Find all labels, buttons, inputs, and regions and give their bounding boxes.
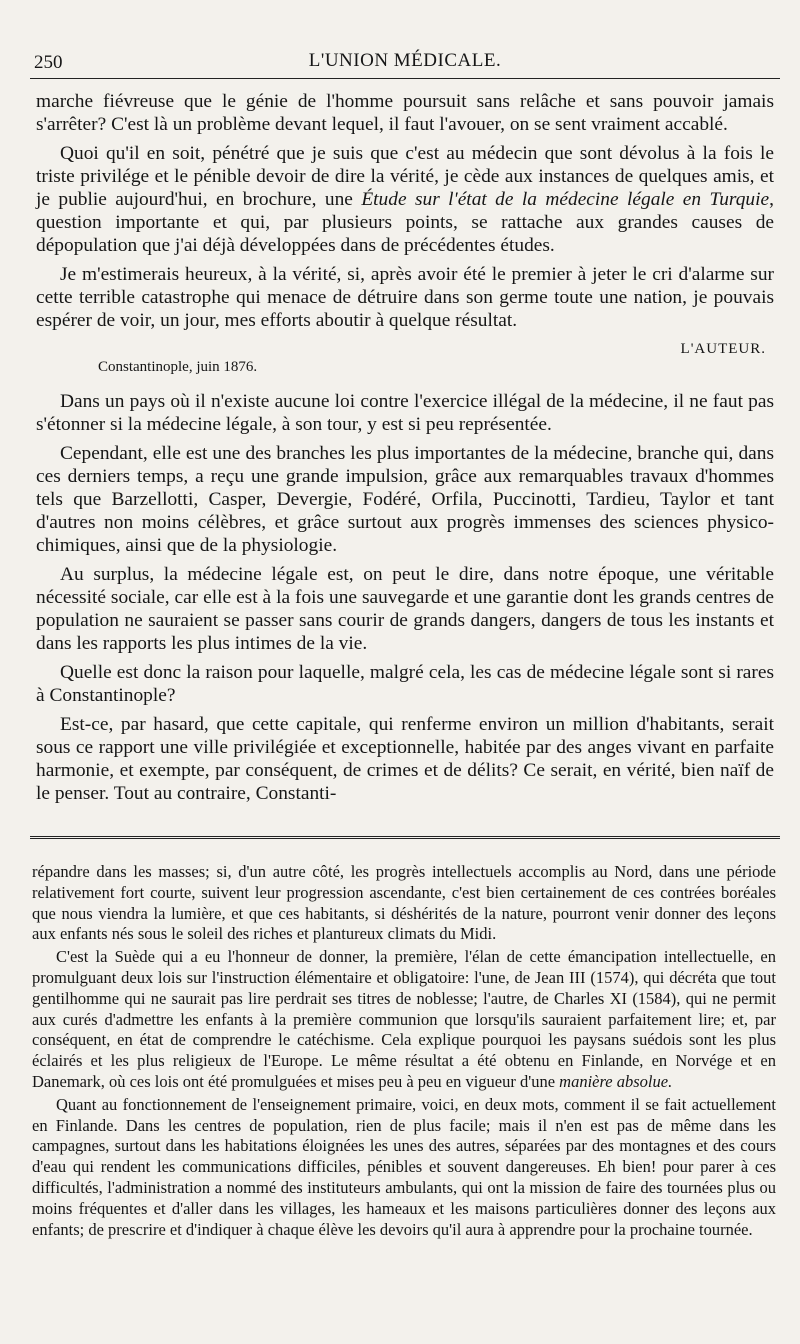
- body-paragraph-1: Dans un pays où il n'existe aucune loi contre l'exercice illégal de la médecine, il ne faut pas s'étonner si la médecine légale, à son tour, y est si peu représentée.: [36, 391, 774, 435]
- signature-block: [36, 338, 774, 378]
- section-gap: [36, 378, 774, 390]
- footnote-emphasis: manière absolue.: [559, 1071, 673, 1091]
- intro-paragraph-2-start: Quoi qu'il en soit, pénétré que je suis que c'est au médecin que sont dévolus à la fois le triste privilége et le pénible devoir de dire la vérité, je cède aux instances de quelques amis, et je publie aujourd'hui, en brochure, une: [36, 143, 774, 210]
- intro-paragraph-1: marche fiévreuse que le génie de l'homme poursuit sans relâche et sans pouvoir jamais s'arrêter? C'est là un problème devant lequel, il faut l'avouer, on se sent vraiment accablé.: [36, 91, 774, 135]
- footnote-rule: [30, 836, 780, 842]
- footnote-text: [32, 862, 776, 1242]
- running-header: [30, 48, 780, 76]
- signature-place-date: Constantinople, juin 1876.: [98, 359, 258, 375]
- study-title: Étude sur l'état de la médecine légale en Turquie: [361, 189, 770, 210]
- intro-paragraph-2-end: , question importante et qui, par plusieurs points, se rattache aux grandes causes de dépopulation que j'ai déjà développées dans de précédentes études.: [36, 189, 774, 256]
- main-text: [36, 90, 774, 811]
- body-paragraph-2: Cependant, elle est une des branches les plus importantes de la médecine, branche qui, dans ces derniers temps, a reçu une grande impulsion, grâce aux remarquables travaux d'hommes tels que Barzellotti, Casper, Devergie, Fodéré, Orfila, Puccinotti, Tardieu, Taylor et tant d'autres non moins célèbres, et grâce surtout aux progrès immenses des sciences physico-chimiques, ainsi que de la physiologie.: [36, 443, 774, 556]
- page-number: 250: [34, 52, 63, 73]
- intro-paragraph-2: [36, 142, 774, 257]
- journal-title: L'UNION MÉDICALE.: [308, 50, 502, 71]
- body-paragraph-4: Quelle est donc la raison pour laquelle, malgré cela, les cas de médecine légale sont si rares à Constantinople?: [36, 662, 774, 706]
- header-rule: [30, 78, 780, 79]
- intro-paragraph-3: Je m'estimerais heureux, à la vérité, si, après avoir été le premier à jeter le cri d'alarme sur cette terrible catastrophe qui menace de détruire dans son germe toute une nation, je pouvais espérer de voir, un jour, mes efforts aboutir à quelque résultat.: [36, 264, 774, 331]
- body-paragraph-3: Au surplus, la médecine légale est, on peut le dire, dans notre époque, une véritable nécessité sociale, car elle est à la fois une sauvegarde et une garantie dont les grands centres de population ne sauraient se passer sans courir de grands dangers, dangers de tous les instants et dans les rapports les plus intimes de la vie.: [36, 564, 774, 654]
- footnote-paragraph-3: Quant au fonctionnement de l'enseignement primaire, voici, en deux mots, comment il se fait actuellement en Finlande. Dans les centres de population, rien de plus facile; mais il n'en est pas de même dans les campagnes, surtout dans les habitations éloignées les unes des autres, séparées par des montagnes et des cours d'eau qui rendent les communications difficiles, pénibles et souvent dangereuses. Eh bien! pour parer à ces difficultés, l'administration a nommé des instituteurs ambulants, qui ont la mission de faire des tournées plus ou moins fréquentes et d'aller dans les villages, les hameaux et les maisons particulières donner des leçons aux enfants; de prescrire et d'indiquer à chaque élève les devoirs qu'il aura à apprendre pour la prochaine tournée.: [32, 1094, 776, 1239]
- footnote-paragraph-1: répandre dans les masses; si, d'un autre côté, les progrès intellectuels accomplis au Nord, dans une période relativement fort courte, suivent leur progression ascendante, c'est bien certainement de ces contrées boréales que nous viendra la lumière, et que ces habitants, si déshérités de la nature, pourront venir donner des leçons aux enfants nés sous le soleil des riches et plantureux climats du Midi.: [32, 862, 776, 944]
- footnote-paragraph-2: [32, 947, 776, 1093]
- signature-author: L'AUTEUR.: [680, 341, 766, 357]
- body-paragraph-5: Est-ce, par hasard, que cette capitale, qui renferme environ un million d'habitants, serait sous ce rapport une ville privilégiée et exceptionnelle, habitée par des anges vivant en parfaite harmonie, et exempte, par conséquent, de crimes et de délits? Ce serait, en vérité, bien naïf de le penser. Tout au contraire, Constanti-: [36, 714, 774, 804]
- footnote-paragraph-2-text: C'est la Suède qui a eu l'honneur de donner, la première, l'élan de cette émancipation intellectuelle, en promulguant deux lois sur l'instruction élémentaire et obligatoire: l'une, de Jean III (1574), qui décréta que tout gentilhomme qui ne saurait pas lire perdrait ses titres de noblesse; l'autre, de Charles XI (1584), qui ne permit aux curés d'admettre les enfants à la première communion que lorsqu'ils sauraient parfaitement lire; et, par conséquent, en état de comprendre le catéchisme. Cela explique pourquoi les paysans suédois sont les plus éclairés et les plus religieux de l'Europe. Le même résultat a été obtenu en Finlande, en Norvége et en Danemark, où ces lois ont été promulguées et mises peu à peu en vigueur d'une: [32, 947, 776, 1091]
